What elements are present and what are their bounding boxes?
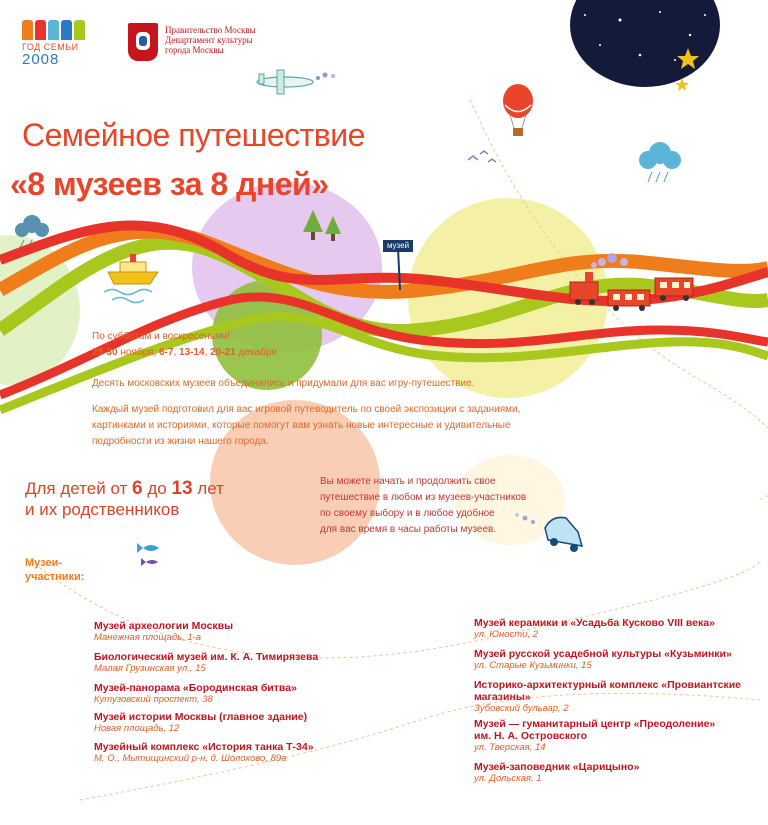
museum-address: Малая Грузинская ул., 15 (94, 663, 206, 674)
night-sky-blob (570, 0, 720, 87)
schedule-dates: 29-30 ноября, 6-7, 13-14, 20-21 декабря (92, 347, 277, 358)
museum-name: Музей-заповедник «Царицыно» (474, 761, 640, 773)
birds-icon (468, 151, 496, 162)
museum-name: Музей — гуманитарный центр «Преодоление» (474, 718, 716, 730)
museum-address: ул. Старые Кузьминки, 15 (474, 660, 592, 671)
museum-address: Кутузовский проспект, 38 (94, 694, 213, 705)
airplane-icon (257, 70, 335, 94)
moscow-coat-of-arms-icon (128, 23, 158, 61)
intro-text: Десять московских музеев объединились и придумали для вас игру-путешествие. (92, 378, 475, 389)
museum-address: ул. Юности, 2 (474, 629, 539, 640)
museum-name: Музейный комплекс «История танка Т-34» (94, 741, 314, 753)
age-info: Для детей от 6 до 13 лет и их родственников (25, 478, 224, 519)
hot-air-balloon-icon (503, 84, 533, 136)
age-to: 13 (171, 478, 193, 499)
museum-item (474, 718, 715, 753)
museums-label: Музеи- участники: (25, 557, 85, 583)
museum-item (474, 648, 732, 671)
start-info: Вы можете начать и продолжить свое путешествие в любом из музеев-участников по своему выбору и в любое удобное для вас время в часы работы музеев. (320, 476, 527, 535)
government-line1: Правительство Москвы (165, 25, 256, 35)
hands-icon (22, 20, 90, 40)
museum-item (94, 651, 318, 674)
cloud-icon (639, 142, 681, 169)
museum-address: Манежная площадь, 1-а (94, 632, 202, 643)
schedule-date-3: 13-14 (179, 347, 205, 358)
page-title-line1: Семейное путешествие (22, 117, 365, 153)
museum-name: Биологический музей им. К. А. Тимирязева (94, 651, 319, 663)
schedule-line1: По субботам и воскресеньям! (92, 331, 231, 342)
logo-year-text: 2008 (22, 51, 60, 68)
museum-name: Историко-архитектурный комплекс «Провиантские (474, 679, 741, 691)
schedule-date-1: 29-30 (92, 347, 118, 358)
museum-address: ул. Дольская, 1 (474, 773, 542, 784)
museum-item (474, 679, 741, 714)
museum-address: М. О., Мытищинский р-н, д. Шолохово, 89а (94, 753, 287, 764)
government-line2: Департамент культуры (165, 35, 253, 45)
museum-address: Новая площадь, 12 (94, 723, 180, 734)
museum-name: Музей русской усадебной культуры «Кузьминки» (474, 648, 732, 660)
logo-year-family-text: ГОД СЕМЬИ (22, 42, 79, 52)
museum-name-line2: им. Н. А. Островского (474, 730, 588, 742)
museum-sign-label: музей (386, 241, 410, 250)
fish-icon (137, 543, 159, 566)
page-title-line2: «8 музеев за 8 дней» (10, 166, 329, 202)
museum-item (94, 711, 307, 734)
museum-item (474, 617, 715, 640)
museum-name: Музей-панорама «Бородинская битва» (94, 682, 297, 694)
museum-name: Музей археологии Москвы (94, 620, 234, 632)
museum-address: Зубовский бульвар, 2 (474, 703, 569, 714)
schedule (92, 329, 277, 361)
government-line3: города Москвы (165, 45, 224, 55)
cloud-left-icon (15, 215, 49, 237)
museum-item (94, 682, 297, 705)
schedule-date-2: 6-7 (159, 347, 174, 358)
museum-item (474, 761, 639, 784)
museum-name: Музей истории Москвы (главное здание) (94, 711, 308, 723)
museum-address: ул. Тверская, 14 (474, 742, 546, 753)
guide-text: Каждый музей подготовил для вас игровой путеводитель по своей экспозиции с заданиями, картинками и историями, которые помогут вам узнать новые интересные и удивительные подробности из жизни нашего города. (92, 404, 521, 447)
museum-item (94, 741, 314, 764)
year-of-family-logo (22, 20, 90, 76)
museum-name: Музей керамики и «Усадьба Кусково VIII века» (474, 617, 715, 629)
museum-name-line2: магазины» (474, 691, 531, 703)
schedule-date-4: 20-21 (210, 347, 236, 358)
age-from: 6 (132, 478, 143, 499)
trees-icon (303, 210, 341, 241)
museum-item (94, 620, 233, 643)
government-text (165, 25, 256, 55)
